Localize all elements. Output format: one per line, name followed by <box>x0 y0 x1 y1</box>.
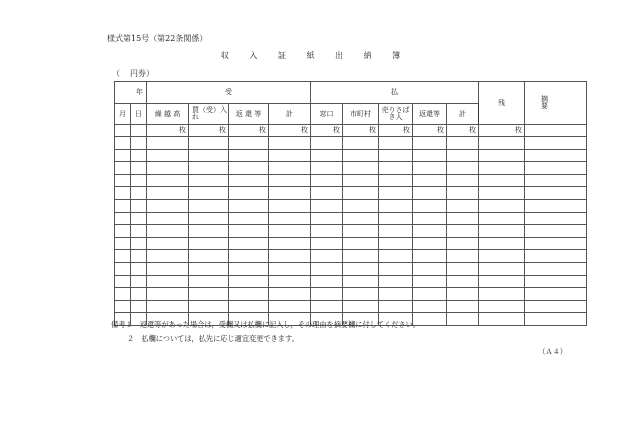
ledger-cell <box>311 237 343 250</box>
ledger-cell <box>379 250 413 263</box>
col-return-recv: 返 還 等 <box>229 104 269 125</box>
ledger-cell <box>311 225 343 238</box>
ledger-cell <box>115 137 131 150</box>
ledger-cell <box>525 288 587 301</box>
ledger-cell <box>269 250 311 263</box>
ledger-cell <box>413 225 447 238</box>
ledger-cell <box>269 212 311 225</box>
notes <box>111 318 420 346</box>
ledger-cell <box>131 162 147 175</box>
ledger-cell <box>189 174 229 187</box>
ledger-cell <box>229 275 269 288</box>
ledger-cell <box>413 288 447 301</box>
ledger-row <box>115 212 587 225</box>
ledger-cell <box>413 187 447 200</box>
ledger-row <box>115 250 587 263</box>
ledger-cell <box>311 288 343 301</box>
ledger-cell <box>447 313 479 326</box>
ledger-cell <box>413 250 447 263</box>
ledger-cell <box>131 288 147 301</box>
ledger-cell <box>269 275 311 288</box>
unit-cell-month <box>115 125 131 137</box>
ledger-cell <box>343 262 379 275</box>
ledger-cell <box>343 237 379 250</box>
col-month: 月 <box>115 104 131 125</box>
ledger-cell <box>115 275 131 288</box>
ledger-cell <box>479 288 525 301</box>
ledger-cell <box>479 174 525 187</box>
header-year: 年 <box>115 82 147 104</box>
ledger-cell <box>229 212 269 225</box>
note-2: ２ 払欄については，払先に応じ適宜変更できます。 <box>127 334 299 343</box>
ledger-cell <box>447 174 479 187</box>
ledger-cell <box>343 174 379 187</box>
ledger-cell <box>343 162 379 175</box>
ledger-cell <box>343 149 379 162</box>
ledger-row <box>115 275 587 288</box>
ledger-cell <box>269 162 311 175</box>
header-receive: 受 <box>147 82 311 104</box>
ledger-cell <box>311 149 343 162</box>
ledger-cell <box>269 187 311 200</box>
ledger-cell <box>115 187 131 200</box>
ledger-cell <box>115 162 131 175</box>
ledger-cell <box>229 174 269 187</box>
ledger-cell <box>229 137 269 150</box>
ledger-cell <box>189 149 229 162</box>
ledger-cell <box>413 262 447 275</box>
ledger-cell <box>413 237 447 250</box>
unit-cell: 枚 <box>269 125 311 137</box>
denomination-label <box>112 68 154 79</box>
ledger-cell <box>479 237 525 250</box>
ledger-cell <box>311 300 343 313</box>
ledger-cell <box>413 174 447 187</box>
col-carryover: 繰 越 高 <box>147 104 189 125</box>
ledger-cell <box>311 174 343 187</box>
ledger-cell <box>525 187 587 200</box>
ledger-cell <box>311 199 343 212</box>
ledger-cell <box>147 149 189 162</box>
ledger-cell <box>479 149 525 162</box>
ledger-cell <box>343 212 379 225</box>
ledger-cell <box>147 162 189 175</box>
ledger-cell <box>379 300 413 313</box>
paper-size-label: （Ａ４） <box>538 347 567 356</box>
ledger-cell <box>343 300 379 313</box>
ledger-cell <box>189 137 229 150</box>
ledger-cell <box>413 137 447 150</box>
ledger-cell <box>525 162 587 175</box>
ledger-row <box>115 149 587 162</box>
ledger-cell <box>147 262 189 275</box>
ledger-cell <box>379 237 413 250</box>
ledger-cell <box>131 237 147 250</box>
ledger-cell <box>269 149 311 162</box>
ledger-cell <box>115 250 131 263</box>
ledger-cell <box>147 288 189 301</box>
ledger-cell <box>269 288 311 301</box>
ledger-cell <box>413 212 447 225</box>
ledger-cell <box>269 262 311 275</box>
ledger-cell <box>343 199 379 212</box>
ledger-cell <box>269 225 311 238</box>
ledger-cell <box>269 137 311 150</box>
ledger-cell <box>147 137 189 150</box>
ledger-cell <box>131 199 147 212</box>
ledger-cell <box>525 225 587 238</box>
ledger-cell <box>131 137 147 150</box>
document-title: 収 入 証 紙 出 納 簿 <box>220 51 410 60</box>
ledger-cell <box>525 199 587 212</box>
ledger-row <box>115 137 587 150</box>
ledger-cell <box>131 275 147 288</box>
unit-cell: 枚 <box>229 125 269 137</box>
ledger-cell <box>311 212 343 225</box>
ledger-cell <box>413 300 447 313</box>
ledger-cell <box>131 187 147 200</box>
ledger-cell <box>525 313 587 326</box>
col-day: 日 <box>131 104 147 125</box>
ledger-cell <box>115 212 131 225</box>
ledger-cell <box>447 199 479 212</box>
ledger-cell <box>479 212 525 225</box>
ledger-cell <box>479 225 525 238</box>
ledger-cell <box>147 187 189 200</box>
ledger-cell <box>479 199 525 212</box>
ledger-cell <box>229 288 269 301</box>
ledger-cell <box>525 174 587 187</box>
ledger-cell <box>311 275 343 288</box>
ledger-cell <box>525 262 587 275</box>
ledger-cell <box>147 225 189 238</box>
ledger-cell <box>413 275 447 288</box>
ledger-cell <box>189 275 229 288</box>
ledger-cell <box>525 212 587 225</box>
ledger-cell <box>189 262 229 275</box>
ledger-cell <box>343 288 379 301</box>
ledger-cell <box>147 212 189 225</box>
ledger-cell <box>311 162 343 175</box>
ledger-cell <box>229 300 269 313</box>
ledger-cell <box>379 174 413 187</box>
header-remarks-text: 摘要 <box>541 95 576 110</box>
ledger-cell <box>379 275 413 288</box>
ledger-table <box>114 81 587 326</box>
ledger-cell <box>311 262 343 275</box>
ledger-cell <box>447 250 479 263</box>
unit-cell-day <box>131 125 147 137</box>
ledger-cell <box>479 187 525 200</box>
unit-row <box>115 125 587 137</box>
ledger-cell <box>479 250 525 263</box>
unit-cell: 枚 <box>147 125 189 137</box>
ledger-row <box>115 225 587 238</box>
ledger-cell <box>269 300 311 313</box>
ledger-cell <box>189 225 229 238</box>
ledger-cell <box>229 237 269 250</box>
unit-cell: 枚 <box>311 125 343 137</box>
ledger-cell <box>269 174 311 187</box>
ledger-cell <box>479 137 525 150</box>
ledger-cell <box>115 262 131 275</box>
ledger-row <box>115 199 587 212</box>
ledger-cell <box>379 288 413 301</box>
ledger-cell <box>229 199 269 212</box>
ledger-cell <box>379 199 413 212</box>
ledger-cell <box>229 225 269 238</box>
ledger-cell <box>189 162 229 175</box>
ledger-cell <box>229 187 269 200</box>
ledger-cell <box>447 162 479 175</box>
ledger-cell <box>189 199 229 212</box>
ledger-cell <box>379 212 413 225</box>
ledger-cell <box>229 162 269 175</box>
ledger-cell <box>131 300 147 313</box>
ledger-cell <box>447 275 479 288</box>
form-number: 様式第15号（第22条関係） <box>107 34 208 43</box>
ledger-cell <box>229 149 269 162</box>
unit-cell: 枚 <box>479 125 525 137</box>
ledger-cell <box>379 137 413 150</box>
ledger-cell <box>343 225 379 238</box>
ledger-cell <box>269 237 311 250</box>
unit-cell: 枚 <box>413 125 447 137</box>
ledger-cell <box>189 300 229 313</box>
col-municipality: 市町村 <box>343 104 379 125</box>
ledger-cell <box>115 237 131 250</box>
ledger-cell <box>525 250 587 263</box>
ledger-cell <box>479 262 525 275</box>
ledger-cell <box>189 250 229 263</box>
ledger-cell <box>269 199 311 212</box>
header-pay: 払 <box>311 82 479 104</box>
ledger-cell <box>115 225 131 238</box>
ledger-row <box>115 300 587 313</box>
ledger-cell <box>131 212 147 225</box>
col-seller: 売りさばき人 <box>379 104 413 125</box>
col-purchase: 買（受）入れ <box>189 104 229 125</box>
ledger-cell <box>525 300 587 313</box>
ledger-cell <box>479 313 525 326</box>
ledger-row <box>115 187 587 200</box>
ledger-cell <box>147 237 189 250</box>
ledger-cell <box>379 262 413 275</box>
ledger-cell <box>147 250 189 263</box>
unit-cell-remarks <box>525 125 587 137</box>
ledger-cell <box>147 174 189 187</box>
ledger-cell <box>147 300 189 313</box>
ledger-cell <box>189 288 229 301</box>
ledger-cell <box>229 250 269 263</box>
ledger-cell <box>343 250 379 263</box>
ledger-cell <box>147 275 189 288</box>
ledger-cell <box>229 262 269 275</box>
ledger-cell <box>189 212 229 225</box>
ledger-row <box>115 174 587 187</box>
ledger-cell <box>115 288 131 301</box>
ledger-row <box>115 237 587 250</box>
unit-cell: 枚 <box>343 125 379 137</box>
note-1: 備考１ 返還等があった場合は，受欄又は払欄に記入し，その理由を摘要欄に付してください。 <box>111 320 420 329</box>
unit-cell: 枚 <box>379 125 413 137</box>
ledger-cell <box>311 137 343 150</box>
ledger-cell <box>131 174 147 187</box>
ledger-cell <box>189 237 229 250</box>
ledger-cell <box>115 199 131 212</box>
ledger-cell <box>311 250 343 263</box>
col-window: 窓口 <box>311 104 343 125</box>
denomination-open: （ <box>112 69 120 78</box>
ledger-cell <box>525 275 587 288</box>
ledger-cell <box>379 225 413 238</box>
ledger-cell <box>525 149 587 162</box>
ledger-cell <box>413 162 447 175</box>
ledger-cell <box>525 237 587 250</box>
ledger-cell <box>447 237 479 250</box>
ledger-cell <box>447 187 479 200</box>
ledger-cell <box>115 149 131 162</box>
header-balance: 残 <box>479 82 525 125</box>
ledger-cell <box>131 149 147 162</box>
ledger-cell <box>311 187 343 200</box>
col-return-pay: 返還等 <box>413 104 447 125</box>
ledger-cell <box>479 162 525 175</box>
ledger-row <box>115 288 587 301</box>
ledger-cell <box>189 187 229 200</box>
ledger-cell <box>379 162 413 175</box>
ledger-row <box>115 162 587 175</box>
ledger-cell <box>131 225 147 238</box>
ledger-cell <box>479 275 525 288</box>
ledger-cell <box>115 300 131 313</box>
col-total-pay: 計 <box>447 104 479 125</box>
ledger-cell <box>131 250 147 263</box>
header-remarks <box>525 82 587 125</box>
ledger-cell <box>447 262 479 275</box>
ledger-cell <box>447 149 479 162</box>
ledger-cell <box>379 149 413 162</box>
unit-cell: 枚 <box>447 125 479 137</box>
col-total-recv: 計 <box>269 104 311 125</box>
ledger-cell <box>479 300 525 313</box>
header-row-1 <box>115 82 587 104</box>
ledger-cell <box>343 275 379 288</box>
ledger-cell <box>413 199 447 212</box>
ledger-row <box>115 262 587 275</box>
ledger-cell <box>343 187 379 200</box>
ledger-cell <box>447 137 479 150</box>
ledger-cell <box>379 187 413 200</box>
ledger-cell <box>147 199 189 212</box>
ledger-cell <box>447 288 479 301</box>
ledger-cell <box>115 174 131 187</box>
ledger-cell <box>447 300 479 313</box>
ledger-cell <box>447 212 479 225</box>
ledger-cell <box>447 225 479 238</box>
ledger-cell <box>413 149 447 162</box>
denomination-unit: 円券） <box>130 69 154 78</box>
unit-cell: 枚 <box>189 125 229 137</box>
ledger-cell <box>343 137 379 150</box>
ledger-cell <box>525 137 587 150</box>
ledger-cell <box>131 262 147 275</box>
